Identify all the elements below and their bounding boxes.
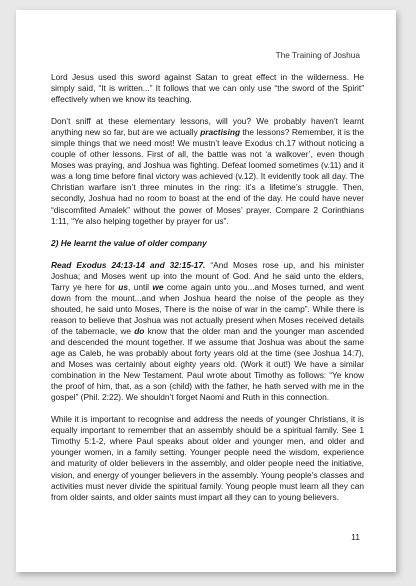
emphasis-us: us	[118, 281, 129, 292]
book-page	[16, 10, 396, 572]
paragraph-3	[51, 260, 364, 404]
scripture-reference: Read Exodus 24:13-14 and 32:15-17.	[51, 259, 206, 270]
page-number: 11	[351, 532, 360, 542]
paragraph-3-text-b: , until	[128, 281, 153, 292]
emphasis-we: we	[152, 281, 164, 292]
paragraph-3-text-d: know that the older man and the younger man ascended and descended the mount together. If we assume that Joshua was about the same age as Caleb, he was probably about forty years old at the time (see Joshua 14:7), and Moses was certainly about eighty years old. (Work it out!) We have a similar combination in the New Testament. Paul wrote about Timothy as follows: “Ye know the proof of him, that, as a son (child) with the father, he hath served with me in the gospel” (Phil. 2:22). We shouldn’t forget Naomi and Ruth in this connection.	[51, 325, 364, 403]
emphasis-practising: practising	[200, 127, 241, 138]
running-head: The Training of Joshua	[275, 50, 360, 60]
paragraph-2-text-a: Don’t sniff at these elementary lessons, will you? We probably haven’t learnt anything new so far, but are we actually	[51, 116, 364, 138]
body-text	[51, 72, 364, 503]
paragraph-3-text-a: “And Moses rose up, and his minister Joshua; and Moses went up into the mount of God. And he said unto the elders, Tarry ye here for	[51, 259, 364, 292]
section-heading: 2) He learnt the value of older company	[51, 237, 207, 248]
paragraph-2	[51, 116, 364, 226]
paragraph-1: Lord Jesus used this sword against Satan to great effect in the wilderness. He simply said, “It is written...” It follows that we can only use “the sword of the Spirit” effectively when we know its teaching.	[51, 72, 364, 105]
paragraph-4: While it is important to recognise and address the needs of younger Christians, it is equally important to remember that an assembly should be a spiritual family. See 1 Timothy 5:1-2, where Paul speaks about older and younger men, and older and younger women, in a family setting. Younger people need the wisdom, experience and maturity of older believers in the assembly, and older people need the initiative, vision, and energy of younger believers in the assembly. Young people’s classes and activities must never divide the spiritual family. Young people must learn all they can from older saints, and older saints must impart all they can to young believers.	[51, 414, 364, 502]
paragraph-2-text-c: the lessons? Remember, it is the simple things that we need most! We mustn’t leave Exodus ch.17 without noticing a couple of other lessons. First of all, the battle was not ‘a walkover’, even though Moses was praying, and Joshua was fighting. Defeat loomed sometimes (v.11) and it was a long time before final victory was achieved (v.12). It evidently took all day. The Christian warfare isn’t three minutes in the ring: it’s a lifetime’s struggle. Then, secondly, Joshua had no room to boast at the end of the day. He could have never “discomfited Amalek” without the power of Moses’ prayer. Compare 2 Corinthians 1:11, “Ye also helping together by prayer for us”.	[51, 127, 364, 226]
paragraph-3-text-c: come again unto you...and Moses turned, and went down from the mount...and when Joshua heard the noise of the people as they shouted, he said unto Moses, There is the noise of war in the camp”. While there is reason to believe that Joshua was not actually present when Moses received details of the tabernacle, we	[51, 281, 365, 336]
emphasis-do: do	[134, 325, 145, 336]
